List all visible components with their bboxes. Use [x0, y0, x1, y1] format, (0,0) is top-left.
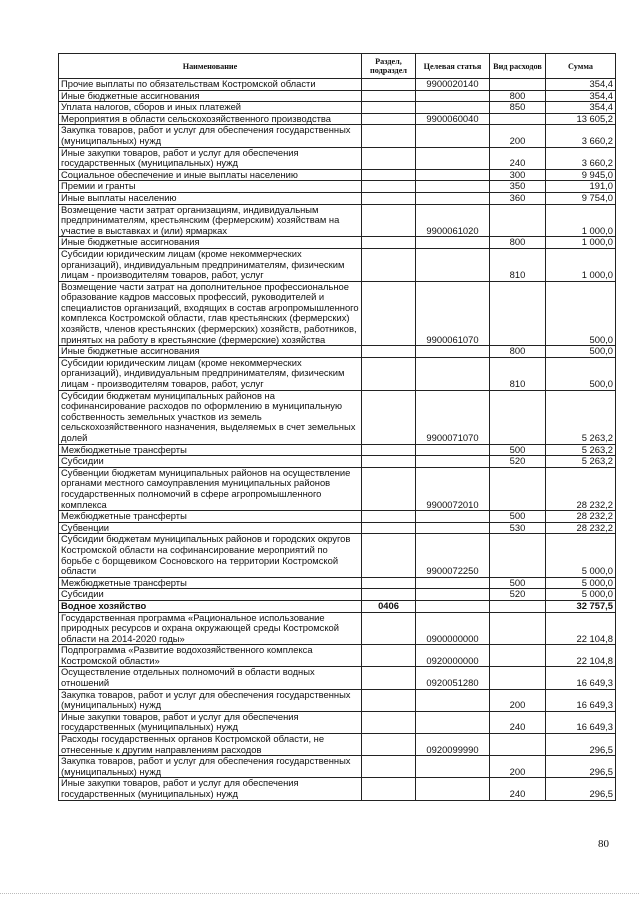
table-row: [59, 147, 616, 169]
cell-kind: [490, 612, 546, 645]
cell-name: Субвенции: [59, 522, 362, 534]
table-row: [59, 390, 616, 444]
cell-target: [416, 102, 490, 114]
cell-name: Субсидии бюджетам муниципальных районов на софинансирование расходов по оформлению в муниципальную собственность земельных участков из земель сельскохозяйственного назначения, выделяемых в счет земельных долей: [59, 390, 362, 444]
cell-section: [362, 125, 416, 147]
table-row: [59, 778, 616, 800]
cell-sum: 500,0: [546, 281, 616, 346]
table-row: [59, 689, 616, 711]
cell-name: Межбюджетные трансферты: [59, 444, 362, 456]
header-kind: Вид расходов: [490, 54, 546, 79]
cell-section: [362, 467, 416, 510]
cell-section: 0406: [362, 600, 416, 612]
cell-name: Возмещение части затрат на дополнительное профессиональное образование кадров массовых профессий, руководителей и специалистов организаций, входящих в состав агропромышленного комплекса Костромской области, глав крестьянских (фермерских) хозяйств, членов крестьянских (фермерских) хозяйств, работников, принятых на работу в крестьянские (фермерские) хозяйства: [59, 281, 362, 346]
cell-sum: 354,4: [546, 90, 616, 102]
cell-target: 9900072010: [416, 467, 490, 510]
cell-name: Водное хозяйство: [59, 600, 362, 612]
cell-target: [416, 456, 490, 468]
cell-name: Закупка товаров, работ и услуг для обеспечения государственных (муниципальных) нужд: [59, 689, 362, 711]
cell-target: [416, 444, 490, 456]
cell-name: Субсидии бюджетам муниципальных районов и городских округов Костромской области на софинансирование мероприятий по борьбе с борщевиком Сосновского на территории Костромской области: [59, 534, 362, 577]
cell-name: Субсидии: [59, 589, 362, 601]
cell-section: [362, 511, 416, 523]
cell-target: [416, 778, 490, 800]
header-sum: Сумма: [546, 54, 616, 79]
table-row: [59, 577, 616, 589]
cell-kind: [490, 734, 546, 756]
table-row: [59, 511, 616, 523]
cell-name: Прочие выплаты по обязательствам Костромской области: [59, 79, 362, 91]
cell-target: [416, 589, 490, 601]
cell-section: [362, 711, 416, 733]
cell-sum: 16 649,3: [546, 689, 616, 711]
cell-kind: [490, 281, 546, 346]
cell-sum: 32 757,5: [546, 600, 616, 612]
cell-section: [362, 390, 416, 444]
cell-target: [416, 125, 490, 147]
cell-section: [362, 522, 416, 534]
cell-kind: [490, 113, 546, 125]
cell-sum: 354,4: [546, 102, 616, 114]
table-header-row: [59, 54, 616, 79]
table-row: [59, 444, 616, 456]
table-row: [59, 169, 616, 181]
cell-sum: 500,0: [546, 346, 616, 358]
header-section: Раздел, подраздел: [362, 54, 416, 79]
cell-kind: 360: [490, 192, 546, 204]
cell-section: [362, 192, 416, 204]
table-row: [59, 645, 616, 667]
cell-section: [362, 204, 416, 237]
table-row: [59, 589, 616, 601]
scan-edge-line: [0, 893, 639, 894]
cell-sum: 28 232,2: [546, 511, 616, 523]
cell-section: [362, 534, 416, 577]
cell-name: Возмещение части затрат организациям, индивидуальным предпринимателям, крестьянским (фермерским) хозяйствам на участие в выставках и (или) ярмарках: [59, 204, 362, 237]
cell-section: [362, 589, 416, 601]
cell-name: Субсидии юридическим лицам (кроме некоммерческих организаций), индивидуальным предпринимателям, физическим лицам - производителям товаров, работ, услуг: [59, 248, 362, 281]
cell-target: [416, 90, 490, 102]
table-row: [59, 90, 616, 102]
cell-sum: 22 104,8: [546, 612, 616, 645]
cell-name: Иные бюджетные ассигнования: [59, 237, 362, 249]
cell-sum: 296,5: [546, 778, 616, 800]
table-row: [59, 79, 616, 91]
cell-kind: 200: [490, 689, 546, 711]
cell-kind: 240: [490, 147, 546, 169]
cell-kind: 800: [490, 346, 546, 358]
cell-name: Иные бюджетные ассигнования: [59, 346, 362, 358]
cell-kind: 240: [490, 711, 546, 733]
table-row: [59, 102, 616, 114]
cell-sum: 191,0: [546, 181, 616, 193]
cell-section: [362, 689, 416, 711]
cell-kind: 850: [490, 102, 546, 114]
cell-name: Иные выплаты населению: [59, 192, 362, 204]
cell-sum: 1 000,0: [546, 204, 616, 237]
cell-kind: [490, 390, 546, 444]
table-row: [59, 204, 616, 237]
cell-target: 9900060040: [416, 113, 490, 125]
cell-target: 9900061070: [416, 281, 490, 346]
cell-sum: 1 000,0: [546, 248, 616, 281]
cell-target: [416, 600, 490, 612]
table-row: [59, 181, 616, 193]
cell-target: [416, 689, 490, 711]
cell-sum: 16 649,3: [546, 711, 616, 733]
cell-section: [362, 113, 416, 125]
cell-kind: 500: [490, 444, 546, 456]
cell-section: [362, 667, 416, 689]
table-row: [59, 113, 616, 125]
cell-name: Субвенции бюджетам муниципальных районов на осуществление органами местного самоуправления муниципальных районов государственных полномочий в сфере агропромышленного комплекса: [59, 467, 362, 510]
cell-sum: 296,5: [546, 734, 616, 756]
table-row: [59, 281, 616, 346]
table-row: [59, 612, 616, 645]
cell-kind: 810: [490, 248, 546, 281]
cell-sum: 22 104,8: [546, 645, 616, 667]
cell-sum: 9 945,0: [546, 169, 616, 181]
cell-kind: 200: [490, 756, 546, 778]
cell-sum: 5 263,2: [546, 444, 616, 456]
cell-target: [416, 169, 490, 181]
cell-section: [362, 237, 416, 249]
cell-kind: 500: [490, 511, 546, 523]
page-number: 80: [598, 838, 609, 850]
cell-sum: 5 000,0: [546, 589, 616, 601]
cell-target: [416, 511, 490, 523]
cell-sum: 3 660,2: [546, 147, 616, 169]
cell-sum: 28 232,2: [546, 522, 616, 534]
cell-name: Премии и гранты: [59, 181, 362, 193]
cell-target: 0920099990: [416, 734, 490, 756]
cell-name: Иные бюджетные ассигнования: [59, 90, 362, 102]
cell-kind: 500: [490, 577, 546, 589]
cell-kind: 800: [490, 237, 546, 249]
cell-sum: 500,0: [546, 357, 616, 390]
cell-section: [362, 778, 416, 800]
cell-section: [362, 346, 416, 358]
cell-sum: 296,5: [546, 756, 616, 778]
cell-target: [416, 577, 490, 589]
cell-name: Расходы государственных органов Костромской области, не отнесенные к другим направлениям расходов: [59, 734, 362, 756]
table-row: [59, 456, 616, 468]
cell-kind: 200: [490, 125, 546, 147]
header-target: Целевая статья: [416, 54, 490, 79]
cell-section: [362, 79, 416, 91]
cell-sum: 5 263,2: [546, 390, 616, 444]
cell-target: 0900000000: [416, 612, 490, 645]
cell-section: [362, 90, 416, 102]
cell-name: Иные закупки товаров, работ и услуг для обеспечения государственных (муниципальных) нужд: [59, 147, 362, 169]
table-row: [59, 734, 616, 756]
cell-name: Межбюджетные трансферты: [59, 577, 362, 589]
cell-name: Социальное обеспечение и иные выплаты населению: [59, 169, 362, 181]
cell-section: [362, 357, 416, 390]
cell-section: [362, 444, 416, 456]
cell-section: [362, 612, 416, 645]
cell-section: [362, 756, 416, 778]
table-row: [59, 711, 616, 733]
cell-target: [416, 248, 490, 281]
cell-sum: 13 605,2: [546, 113, 616, 125]
cell-section: [362, 147, 416, 169]
cell-kind: 300: [490, 169, 546, 181]
cell-section: [362, 456, 416, 468]
cell-target: 0920051280: [416, 667, 490, 689]
cell-sum: 28 232,2: [546, 467, 616, 510]
cell-kind: 240: [490, 778, 546, 800]
cell-section: [362, 181, 416, 193]
budget-table: [58, 53, 616, 801]
table-row: [59, 600, 616, 612]
cell-section: [362, 281, 416, 346]
cell-kind: 800: [490, 90, 546, 102]
cell-section: [362, 169, 416, 181]
cell-name: Государственная программа «Рациональное использование природных ресурсов и охрана окружающей среды Костромской области на 2014-2020 годы»: [59, 612, 362, 645]
cell-sum: 3 660,2: [546, 125, 616, 147]
header-name: Наименование: [59, 54, 362, 79]
cell-name: Мероприятия в области сельскохозяйственного производства: [59, 113, 362, 125]
cell-target: [416, 192, 490, 204]
cell-name: Межбюджетные трансферты: [59, 511, 362, 523]
cell-section: [362, 577, 416, 589]
cell-sum: 354,4: [546, 79, 616, 91]
cell-target: [416, 711, 490, 733]
table-row: [59, 522, 616, 534]
cell-section: [362, 734, 416, 756]
cell-section: [362, 248, 416, 281]
cell-kind: [490, 667, 546, 689]
cell-name: Закупка товаров, работ и услуг для обеспечения государственных (муниципальных) нужд: [59, 756, 362, 778]
cell-name: Иные закупки товаров, работ и услуг для обеспечения государственных (муниципальных) нужд: [59, 778, 362, 800]
cell-name: Подпрограмма «Развитие водохозяйственного комплекса Костромской области»: [59, 645, 362, 667]
table-row: [59, 357, 616, 390]
cell-target: 9900071070: [416, 390, 490, 444]
cell-target: [416, 357, 490, 390]
cell-kind: 350: [490, 181, 546, 193]
cell-section: [362, 645, 416, 667]
cell-name: Субсидии: [59, 456, 362, 468]
cell-sum: 1 000,0: [546, 237, 616, 249]
cell-target: [416, 346, 490, 358]
table-row: [59, 192, 616, 204]
cell-kind: 520: [490, 456, 546, 468]
cell-target: 9900020140: [416, 79, 490, 91]
cell-kind: [490, 600, 546, 612]
cell-name: Субсидии юридическим лицам (кроме некоммерческих организаций), индивидуальным предпринимателям, физическим лицам - производителям товаров, работ, услуг: [59, 357, 362, 390]
cell-target: [416, 147, 490, 169]
cell-name: Иные закупки товаров, работ и услуг для обеспечения государственных (муниципальных) нужд: [59, 711, 362, 733]
cell-kind: [490, 534, 546, 577]
cell-target: [416, 181, 490, 193]
cell-kind: 520: [490, 589, 546, 601]
cell-kind: 530: [490, 522, 546, 534]
table-row: [59, 248, 616, 281]
table-row: [59, 346, 616, 358]
cell-target: [416, 237, 490, 249]
cell-sum: 5 000,0: [546, 534, 616, 577]
table-row: [59, 534, 616, 577]
cell-kind: 810: [490, 357, 546, 390]
table-body: [59, 79, 616, 801]
cell-sum: 9 754,0: [546, 192, 616, 204]
table-row: [59, 756, 616, 778]
cell-kind: [490, 204, 546, 237]
cell-name: Уплата налогов, сборов и иных платежей: [59, 102, 362, 114]
cell-kind: [490, 79, 546, 91]
cell-section: [362, 102, 416, 114]
cell-target: [416, 756, 490, 778]
cell-sum: 16 649,3: [546, 667, 616, 689]
cell-target: 0920000000: [416, 645, 490, 667]
table-row: [59, 667, 616, 689]
cell-target: 9900072250: [416, 534, 490, 577]
cell-name: Закупка товаров, работ и услуг для обеспечения государственных (муниципальных) нужд: [59, 125, 362, 147]
cell-target: 9900061020: [416, 204, 490, 237]
cell-sum: 5 000,0: [546, 577, 616, 589]
cell-kind: [490, 467, 546, 510]
cell-target: [416, 522, 490, 534]
table-row: [59, 467, 616, 510]
cell-sum: 5 263,2: [546, 456, 616, 468]
cell-name: Осуществление отдельных полномочий в области водных отношений: [59, 667, 362, 689]
table-row: [59, 237, 616, 249]
cell-kind: [490, 645, 546, 667]
table-row: [59, 125, 616, 147]
